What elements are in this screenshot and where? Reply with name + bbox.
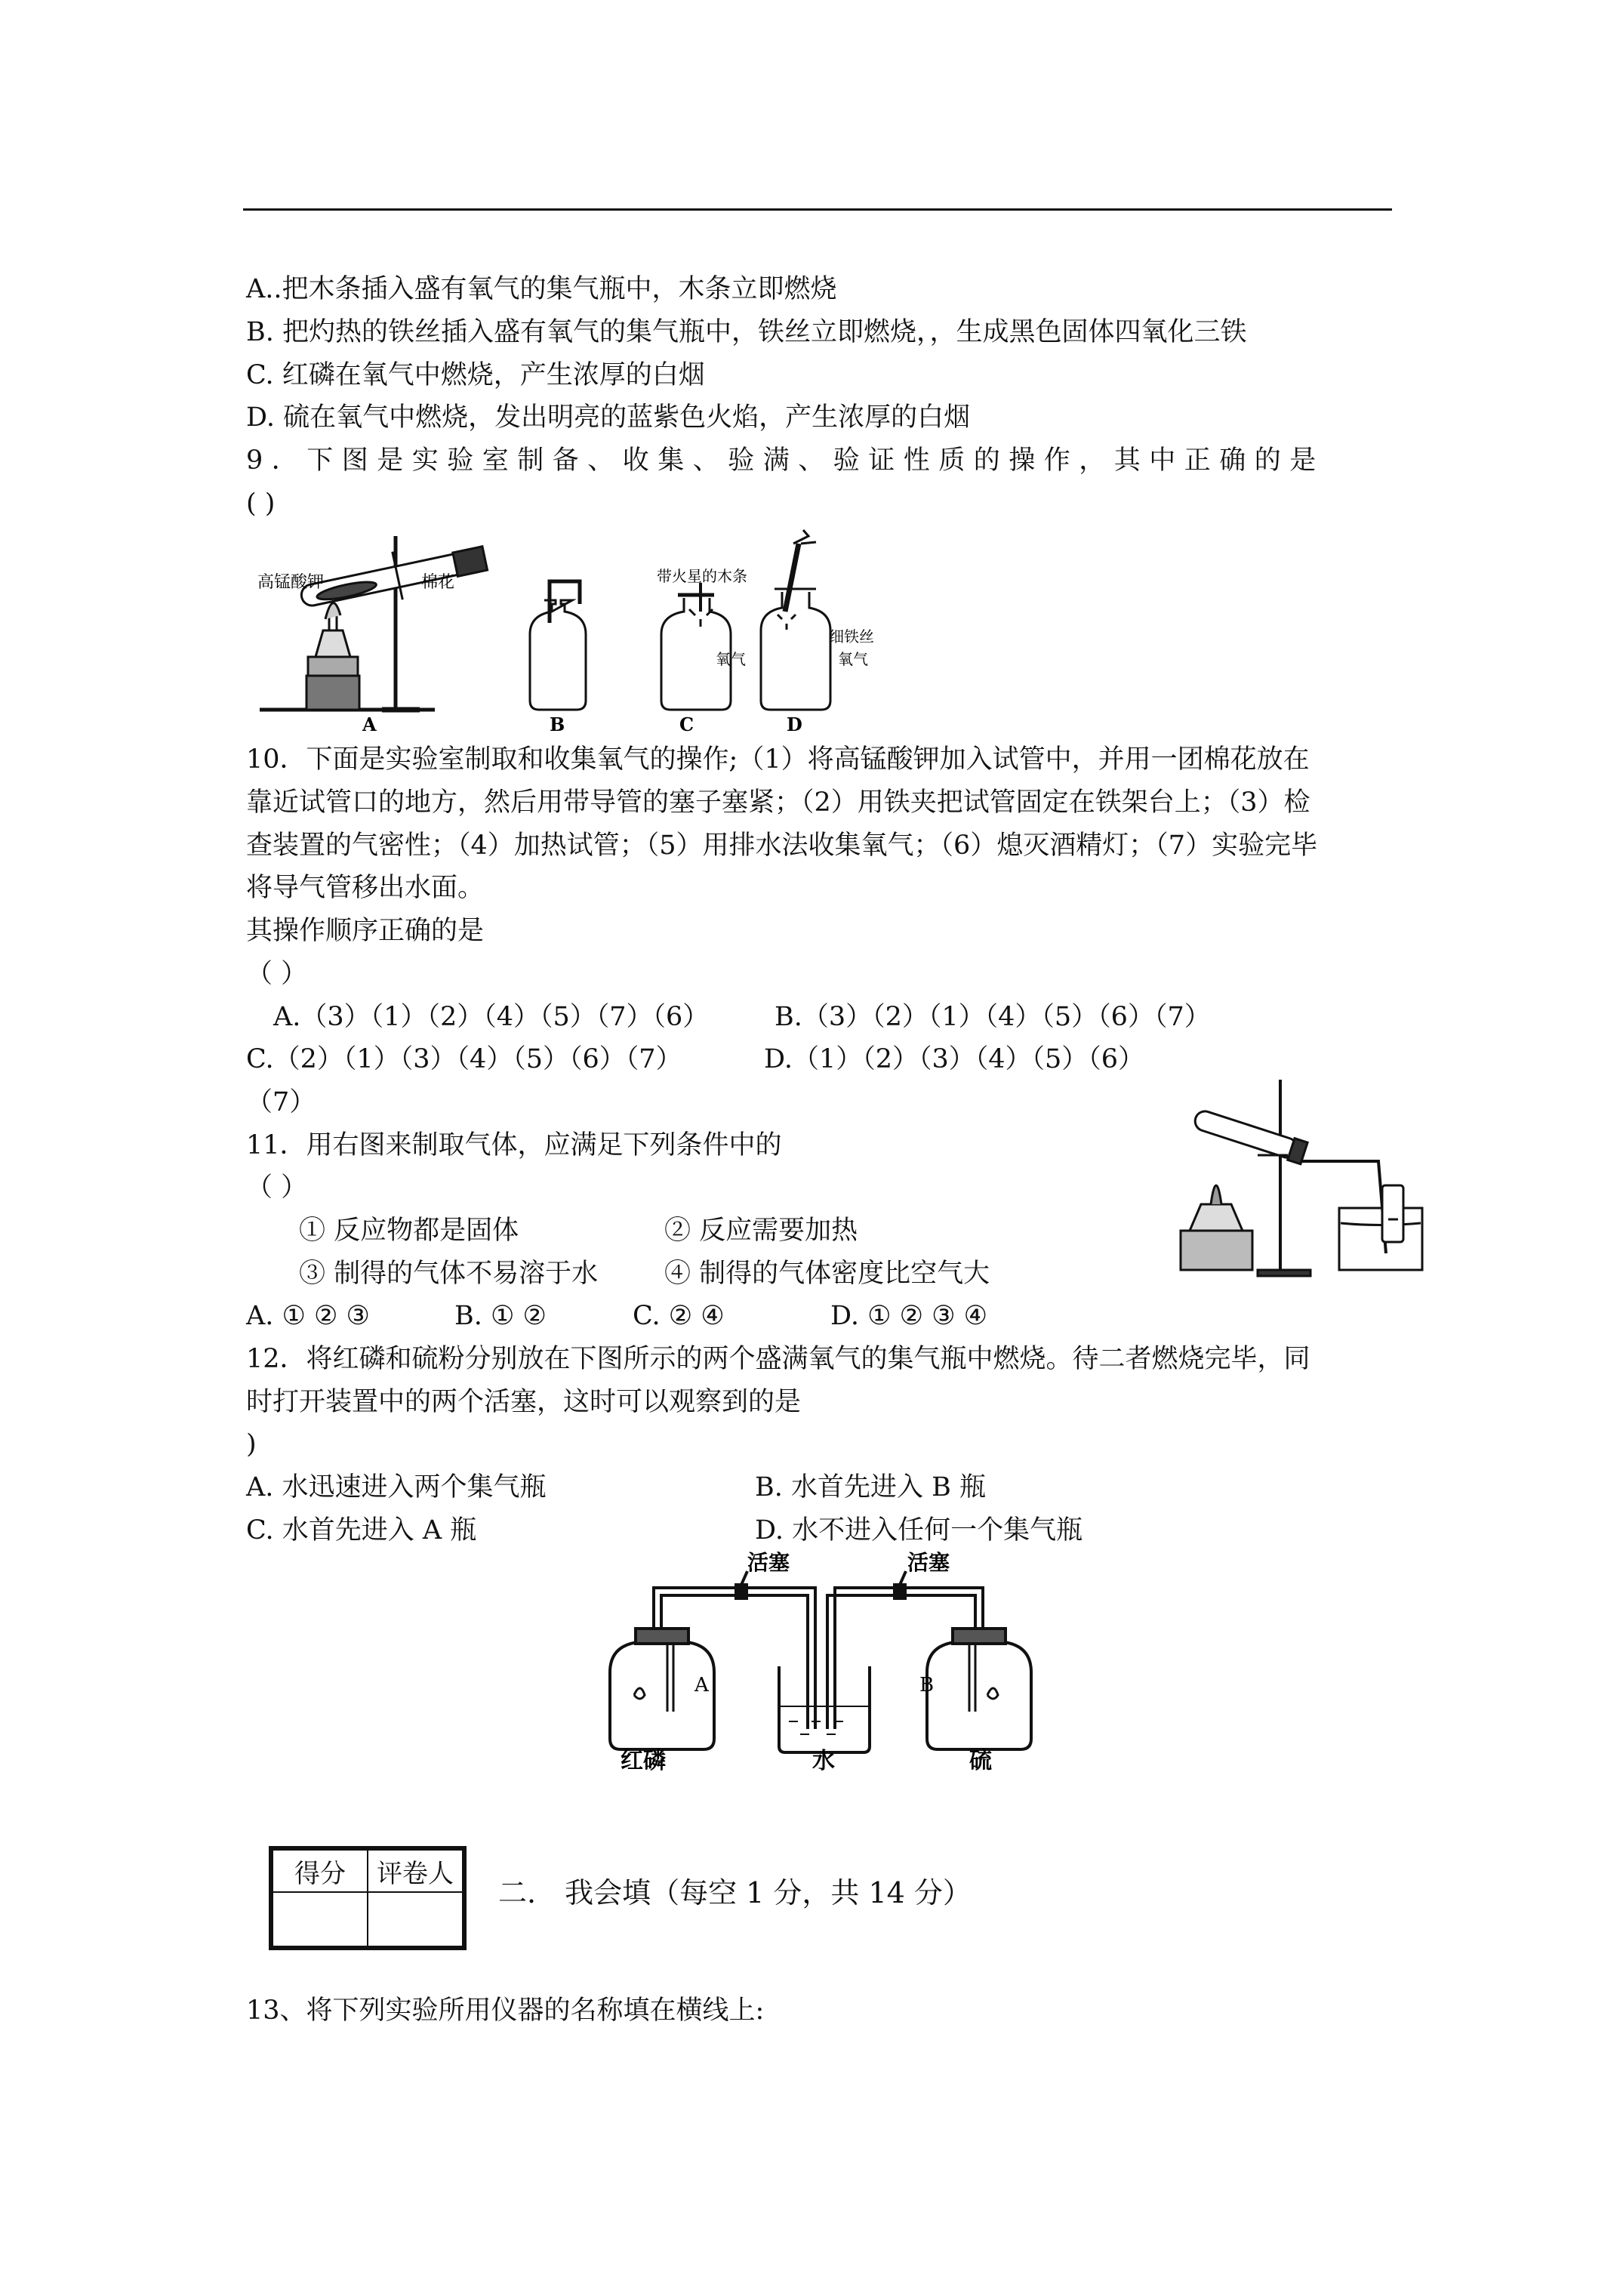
q11-option-b: B. ① ② bbox=[454, 1301, 547, 1331]
q9-label-oxygen-c: 氧气 bbox=[716, 650, 746, 668]
q8-option-c: C. 红磷在氧气中燃烧，产生浓厚的白烟 bbox=[246, 360, 705, 390]
q9-label-iron-wire: 细铁丝 bbox=[829, 627, 874, 646]
q12-figure bbox=[604, 1552, 1042, 1771]
q11-stem: 11．用右图来制取气体，应满足下列条件中的 bbox=[246, 1130, 782, 1160]
q12-label-sulfur: 硫 bbox=[969, 1748, 992, 1771]
q10-option-c: C.（2）（1）（3）（4）（5）（6）（7） bbox=[246, 1044, 682, 1074]
q10-line-5: 其操作顺序正确的是 bbox=[246, 916, 485, 946]
q11-figure bbox=[1175, 1072, 1439, 1291]
q9-stem: 9．下图是实验室制备、收集、验满、验证性质的操作，其中正确的是 bbox=[246, 445, 1325, 476]
q9-answer-bracket: ( ) bbox=[246, 488, 276, 519]
q11-option-d: D. ① ② ③ ④ bbox=[830, 1301, 987, 1331]
grader-header: 评卷人 bbox=[368, 1850, 463, 1892]
q10-option-a: A.（3）（1）（2）（4）（5）（7）（6） bbox=[273, 1002, 710, 1032]
q10-line-1: 10．下面是实验室制取和收集氧气的操作;（1）将高锰酸钾加入试管中，并用一团棉花放在 bbox=[246, 744, 1310, 775]
q10-option-d: D.（1）（2）（3）（4）（5）（6） bbox=[764, 1044, 1145, 1074]
q11-answer-bracket: （ ） bbox=[246, 1173, 308, 1203]
score-cell bbox=[273, 1892, 368, 1946]
q10-answer-bracket: （ ） bbox=[246, 959, 308, 989]
header-rule bbox=[243, 208, 1392, 211]
q9-label-glowing-splint: 带火星的木条 bbox=[657, 567, 747, 585]
q9-apparatus-d bbox=[761, 530, 830, 710]
q10-option-d-cont: （7） bbox=[246, 1087, 316, 1117]
q8-option-d: D. 硫在氧气中燃烧，发出明亮的蓝紫色火焰，产生浓厚的白烟 bbox=[246, 402, 971, 433]
q12-label-valve-right: 活塞 bbox=[907, 1552, 950, 1575]
q11-condition-1: ① 反应物都是固体 bbox=[299, 1216, 519, 1246]
q12-option-d: D. 水不进入任何一个集气瓶 bbox=[755, 1515, 1083, 1546]
q11-option-a: A. ① ② ③ bbox=[246, 1301, 370, 1331]
q9-letter-b: B bbox=[550, 713, 565, 732]
q11-condition-3: ③ 制得的气体不易溶于水 bbox=[299, 1259, 599, 1289]
q12-option-c: C. 水首先进入 A 瓶 bbox=[246, 1515, 477, 1546]
q11-condition-4: ④ 制得的气体密度比空气大 bbox=[664, 1259, 990, 1289]
q9-letter-a: A bbox=[362, 713, 377, 732]
q9-label-oxygen-d: 氧气 bbox=[838, 650, 868, 668]
q9-letter-c: C bbox=[679, 713, 694, 732]
q10-line-4: 将导气管移出水面。 bbox=[246, 873, 485, 903]
grader-cell bbox=[368, 1892, 463, 1946]
q9-apparatus-a bbox=[260, 533, 490, 710]
q9-label-kmno4: 高锰酸钾 bbox=[257, 573, 325, 592]
q12-line-2: 时打开装置中的两个活塞，这时可以观察到的是 bbox=[246, 1387, 802, 1417]
q13-stem: 13、将下列实验所用仪器的名称填在横线上: bbox=[246, 1996, 765, 2026]
score-header: 得分 bbox=[273, 1850, 368, 1892]
q12-answer-bracket: ) bbox=[246, 1429, 257, 1459]
q9-apparatus-c bbox=[661, 583, 731, 710]
q11-option-c: C. ② ④ bbox=[633, 1301, 725, 1331]
q12-line-1: 12．将红磷和硫粉分别放在下图所示的两个盛满氧气的集气瓶中燃烧。待二者燃烧完毕，同 bbox=[246, 1344, 1310, 1374]
q12-label-red-phosphorus: 红磷 bbox=[621, 1748, 666, 1771]
q12-label-water: 水 bbox=[812, 1748, 835, 1771]
q12-letter-b: B bbox=[919, 1674, 935, 1697]
q9-letter-d: D bbox=[787, 713, 802, 732]
q11-condition-2: ② 反应需要加热 bbox=[664, 1216, 858, 1246]
section-2-title: 二. 我会填（每空 1 分，共 14 分） bbox=[498, 1876, 972, 1909]
q12-letter-a: A bbox=[694, 1674, 709, 1697]
q10-option-b: B.（3）（2）（1）（4）（5）（6）（7） bbox=[775, 1002, 1211, 1032]
q9-apparatus-b bbox=[530, 581, 586, 710]
q9-label-cotton: 棉花 bbox=[421, 573, 455, 592]
q8-option-a: A..把木条插入盛有氧气的集气瓶中，木条立即燃烧 bbox=[246, 274, 837, 304]
q12-option-a: A. 水迅速进入两个集气瓶 bbox=[246, 1472, 547, 1502]
q12-option-b: B. 水首先进入 B 瓶 bbox=[755, 1472, 986, 1502]
score-table bbox=[272, 1849, 463, 1947]
q10-line-2: 靠近试管口的地方，然后用带导管的塞子塞紧；（2）用铁夹把试管固定在铁架台上；（3）检 bbox=[246, 787, 1310, 818]
q9-figure bbox=[254, 529, 1009, 732]
q8-option-b: B. 把灼热的铁丝插入盛有氧气的集气瓶中，铁丝立即燃烧，，生成黑色固体四氧化三铁 bbox=[246, 317, 1247, 347]
q10-line-3: 查装置的气密性；（4）加热试管；（5）用排水法收集氧气；（6）熄灭酒精灯；（7）实验完毕 bbox=[246, 831, 1318, 861]
q12-label-valve-left: 活塞 bbox=[747, 1552, 790, 1575]
